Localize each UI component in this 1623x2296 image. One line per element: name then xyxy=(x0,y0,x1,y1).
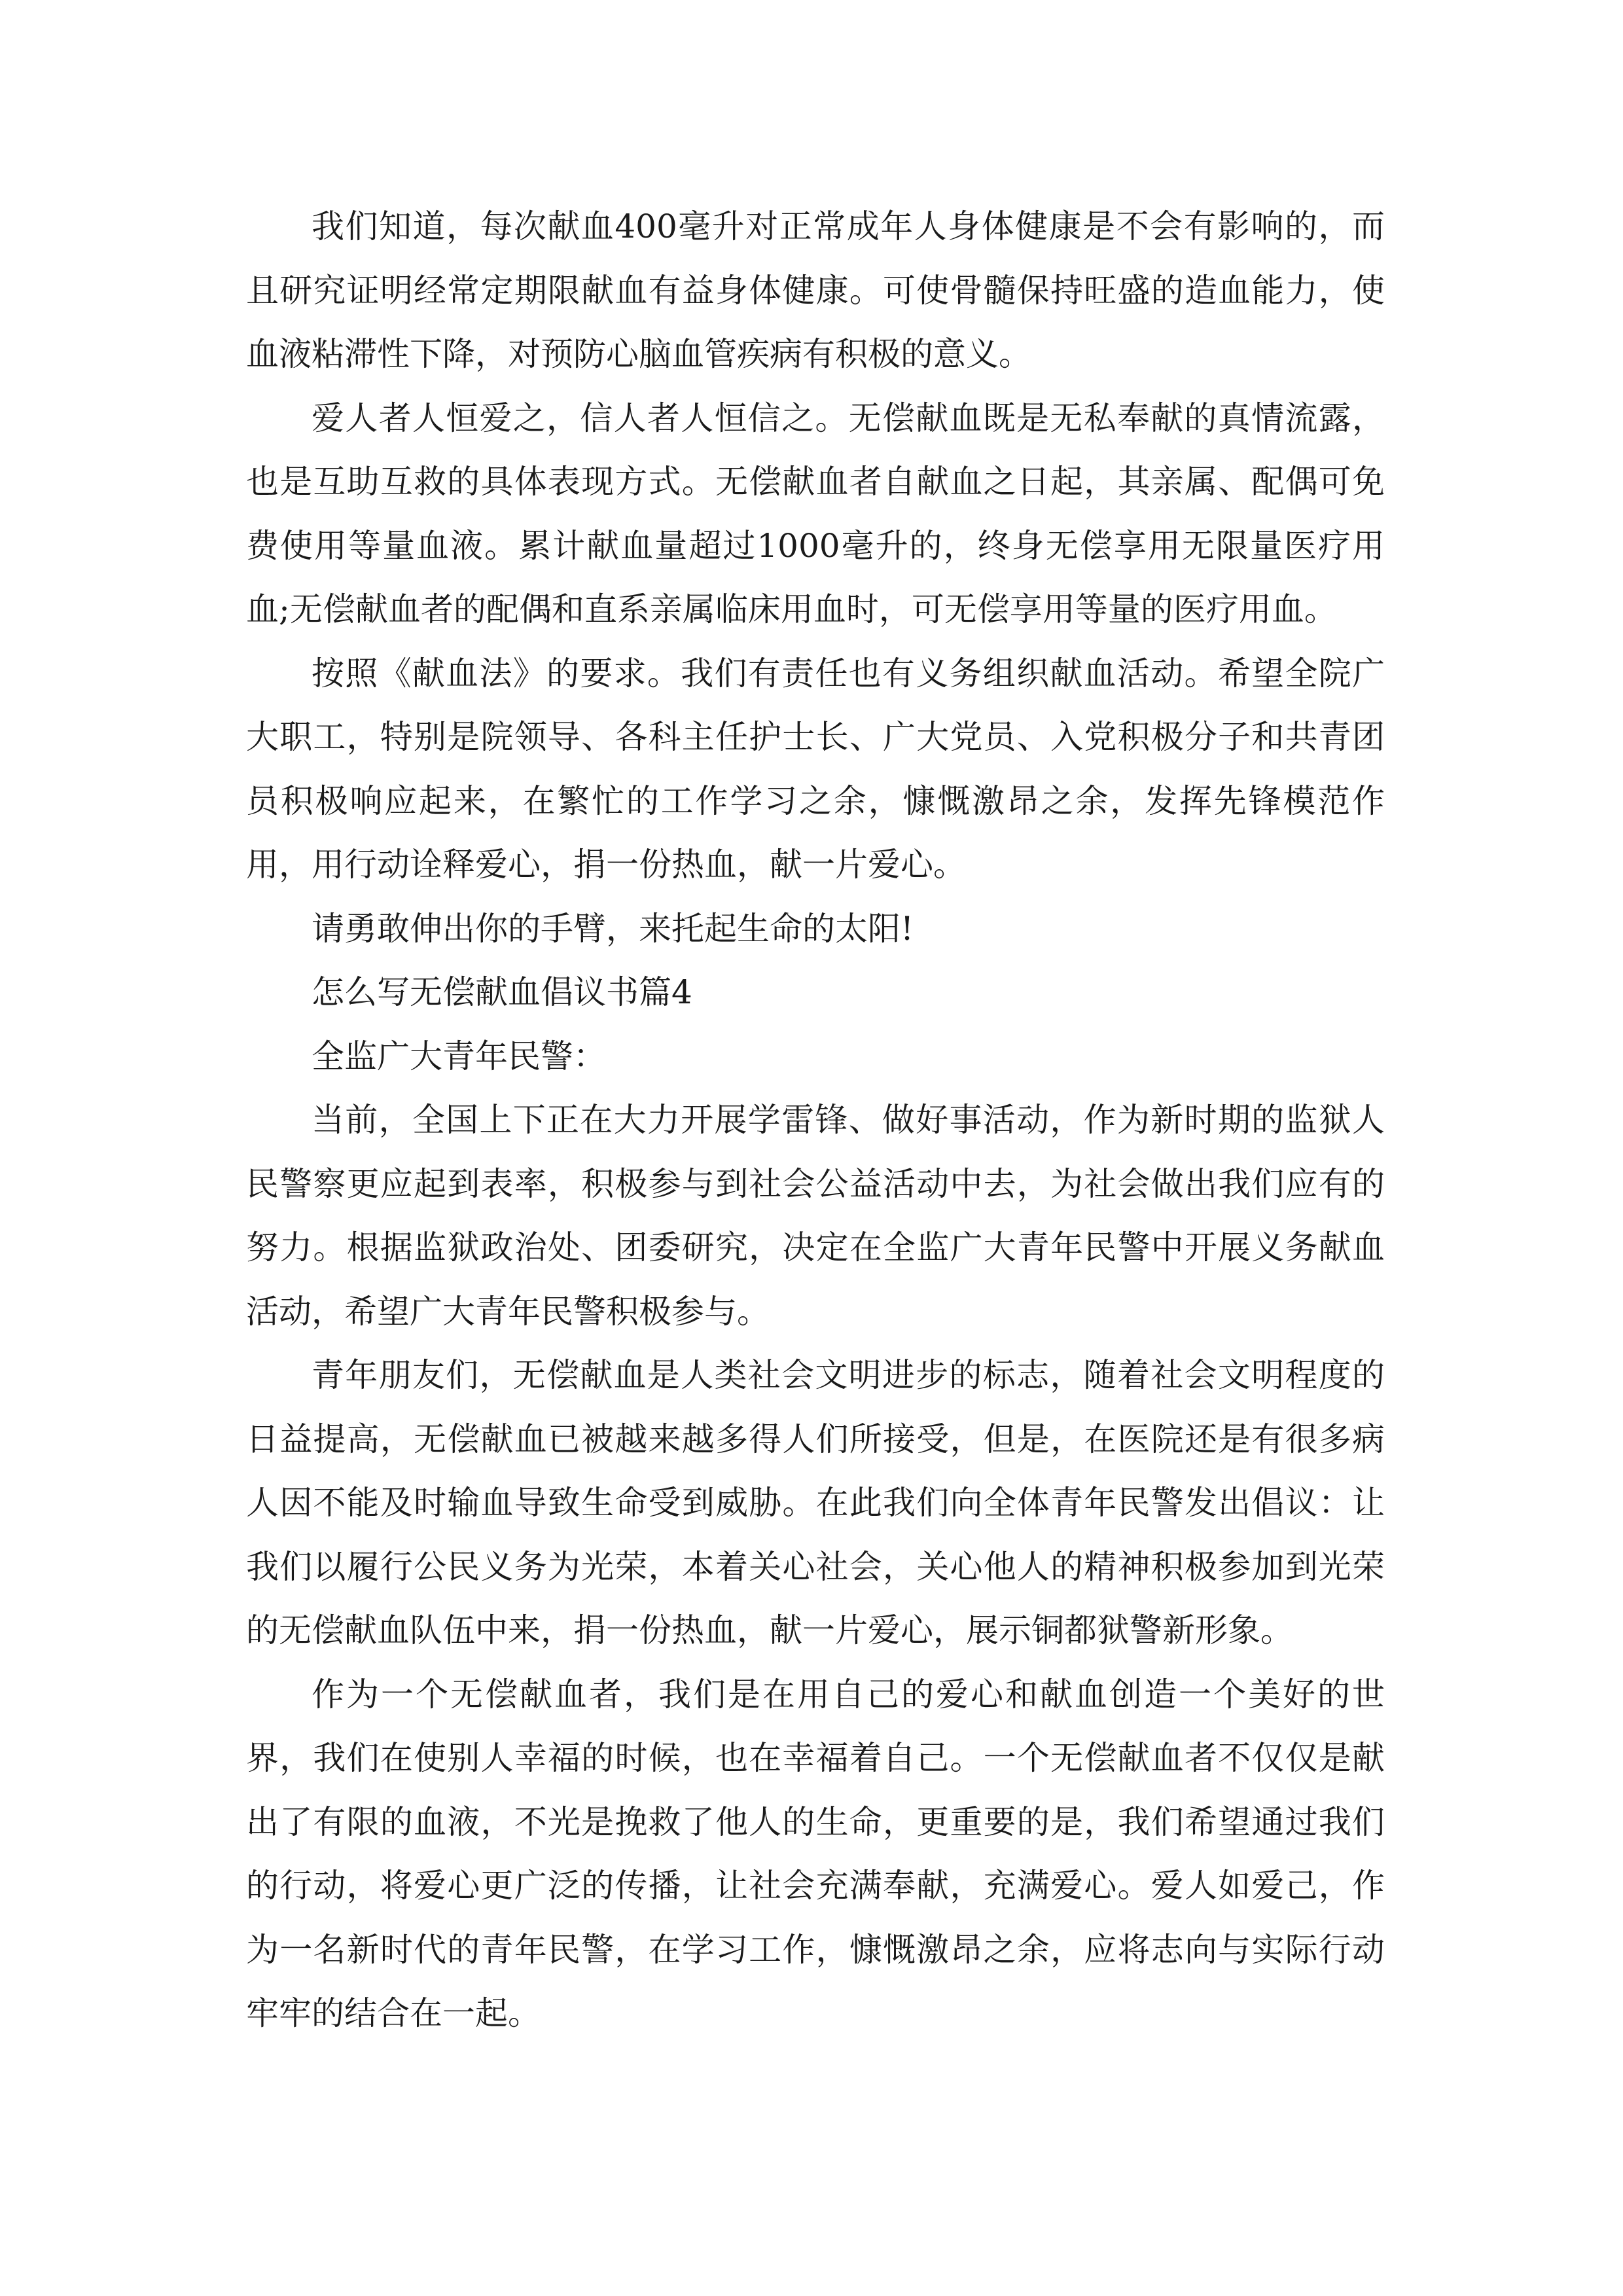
paragraph-blood-law-call: 按照《献血法》的要求。我们有责任也有义务组织献血活动。希望全院广大职工，特别是院领导、各科主任护士长、广大党员、入党积极分子和共青团员积极响应起来，在繁忙的工作学习之余，慷慨激昂之余，发挥先锋模范作用，用行动诠释爱心，捐一份热血，献一片爱心。 xyxy=(246,654,1385,884)
paragraph-current-activity: 当前，全国上下正在大力开展学雷锋、做好事活动，作为新时期的监狱人民警察更应起到表率，积极参与到社会公益活动中去，为社会做出我们应有的努力。根据监狱政治处、团委研究，决定在全监广大青年民警中开展义务献血活动，希望广大青年民警积极参与。 xyxy=(246,1101,1385,1331)
paragraph-closing-call: 请勇敢伸出你的手臂，来托起生命的太阳! xyxy=(312,909,914,948)
paragraph-love-and-trust: 爱人者人恒爱之，信人者人恒信之。无偿献血既是无私奉献的真情流露，也是互助互救的具体表现方式。无偿献血者自献血之日起，其亲属、配偶可免费使用等量血液。累计献血量超过1000毫升的，终身无偿享用无限量医疗用血;无偿献血者的配偶和直系亲属临床用血时，可无偿享用等量的医疗用血。 xyxy=(246,399,1385,628)
section-heading-part-4: 怎么写无偿献血倡议书篇4 xyxy=(312,973,692,1011)
paragraph-young-friends: 青年朋友们，无偿献血是人类社会文明进步的标志，随着社会文明程度的日益提高，无偿献血已被越来越多得人们所接受，但是，在医院还是有很多病人因不能及时输血导致生命受到威胁。在此我们向全体青年民警发出倡议：让我们以履行公民义务为光荣，本着关心社会，关心他人的精神积极参加到光荣的无偿献血队伍中来，捐一份热血，献一片爱心，展示铜都狱警新形象。 xyxy=(246,1356,1385,1649)
paragraph-volunteer-donor: 作为一个无偿献血者，我们是在用自己的爱心和献血创造一个美好的世界，我们在使别人幸福的时候，也在幸福着自己。一个无偿献血者不仅仅是献出了有限的血液，不光是挽救了他人的生命，更重要的是，我们希望通过我们的行动，将爱心更广泛的传播，让社会充满奉献，充满爱心。爱人如爱己，作为一名新时代的青年民警，在学习工作，慷慨激昂之余，应将志向与实际行动牢牢的结合在一起。 xyxy=(246,1675,1385,2032)
document-body xyxy=(246,195,1385,2046)
salutation: 全监广大青年民警： xyxy=(312,1037,606,1075)
paragraph-blood-health-benefits: 我们知道，每次献血400毫升对正常成年人身体健康是不会有影响的，而且研究证明经常定期限献血有益身体健康。可使骨髓保持旺盛的造血能力，使血液粘滞性下降，对预防心脑血管疾病有积极的意义。 xyxy=(246,207,1385,373)
